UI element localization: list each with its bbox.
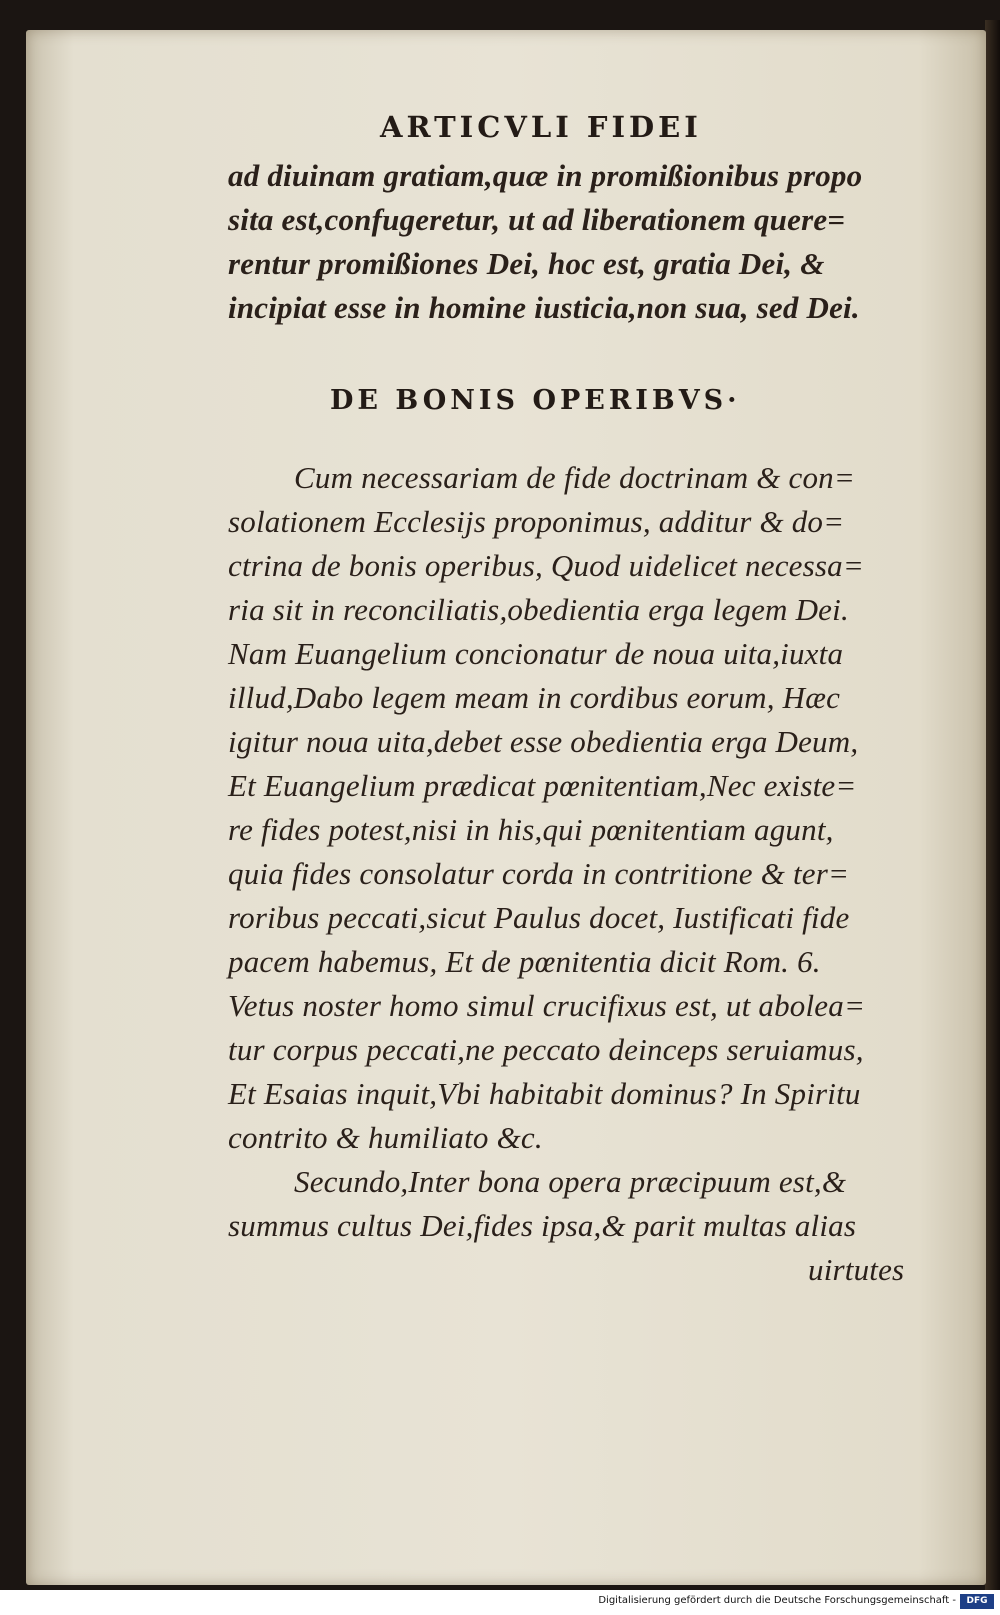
page-edge-shadow (985, 20, 1000, 1590)
text-line: sita est,confugeretur, ut ad liberationem quere= (228, 202, 846, 237)
text-line: re fides potest,nisi in his,qui pœnitentiam agunt, (228, 812, 834, 847)
text-line: contrito & humiliato &c. (228, 1120, 543, 1155)
text-line: solationem Ecclesijs proponimus, additur & do= (228, 504, 845, 539)
digitization-footer (0, 1590, 1000, 1615)
text-line: igitur noua uita,debet esse obedientia erga Deum, (228, 724, 859, 759)
text-line: tur corpus peccati,ne peccato deinceps seruiamus, (228, 1032, 864, 1067)
section-title: DE BONIS OPERIBVS· (330, 385, 741, 416)
text-line: illud,Dabo legem meam in cordibus eorum, Hæc (228, 680, 841, 715)
text-line: roribus peccati,sicut Paulus docet, Iustificati fide (228, 900, 850, 935)
footer-credit: Digitalisierung gefördert durch die Deutsche Forschungsgemeinschaft - (598, 1595, 956, 1606)
text-line: ctrina de bonis operibus, Quod uidelicet necessa= (228, 548, 864, 583)
catchword: uirtutes (808, 1252, 905, 1287)
text-line: ria sit in reconciliatis,obedientia erga legem Dei. (228, 592, 849, 627)
text-line: Et Esaias inquit,Vbi habitabit dominus? In Spiritu (228, 1076, 861, 1111)
text-line: Secundo,Inter bona opera præcipuum est,& (294, 1164, 847, 1199)
text-line: summus cultus Dei,fides ipsa,& parit multas alias (228, 1208, 857, 1243)
text-line: Cum necessariam de fide doctrinam & con= (294, 460, 856, 495)
text-line: Vetus noster homo simul crucifixus est, ut abolea= (228, 988, 866, 1023)
text-line: Nam Euangelium concionatur de noua uita,iuxta (228, 636, 844, 671)
text-line: incipiat esse in homine iusticia,non sua, sed Dei. (228, 290, 860, 325)
text-line: ad diuinam gratiam,quæ in promißionibus propo (228, 158, 863, 193)
dfg-logo: DFG (960, 1594, 994, 1609)
text-line: pacem habemus, Et de pœnitentia dicit Rom. 6. (228, 944, 821, 979)
text-line: quia fides consolatur corda in contritione & ter= (228, 856, 850, 891)
text-line: rentur promißiones Dei, hoc est, gratia Dei, & (228, 246, 825, 281)
running-head: ARTICVLI FIDEI (380, 110, 702, 144)
text-line: Et Euangelium prædicat pœnitentiam,Nec existe= (228, 768, 857, 803)
